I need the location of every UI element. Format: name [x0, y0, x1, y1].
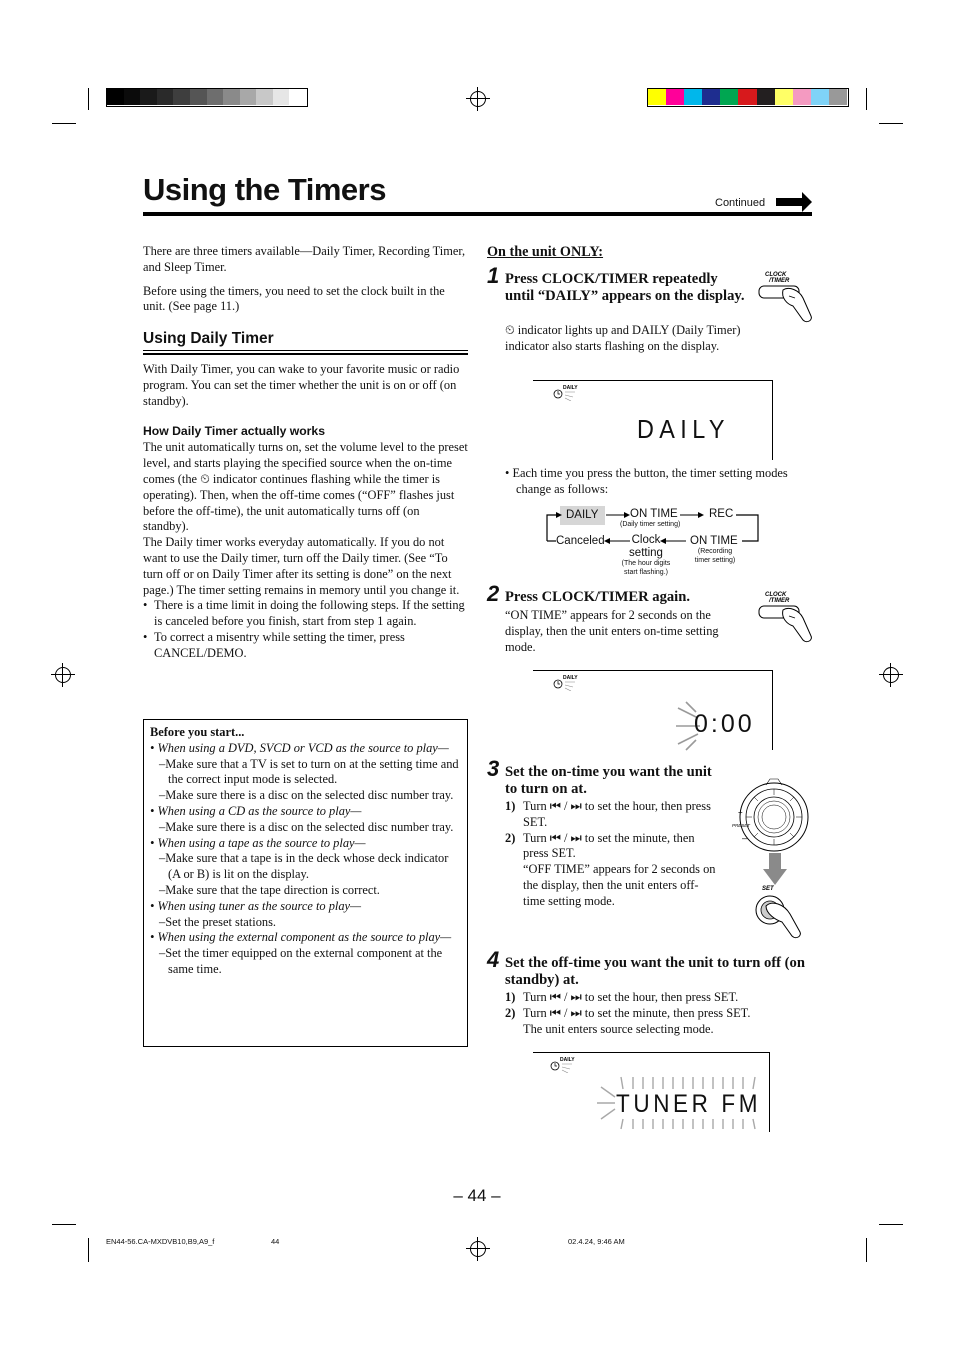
- registration-mark-icon: [55, 667, 71, 683]
- color-swatch: [157, 89, 174, 105]
- crop-mark: [88, 1238, 89, 1262]
- color-swatch: [648, 89, 667, 105]
- requirement-line: –Make sure there is a disc on the selected disc number tray.: [159, 788, 454, 803]
- crop-mark: [88, 88, 89, 110]
- color-swatch: [289, 89, 306, 105]
- color-swatch: [107, 89, 124, 105]
- flow-rec: REC: [709, 508, 734, 520]
- substep-number: 2): [505, 830, 516, 845]
- step-body: ⏲ indicator lights up and DAILY (Daily Timer) indicator also starts flashing on the display.: [505, 323, 741, 353]
- substep-note: The unit enters source selecting mode.: [523, 1021, 714, 1036]
- preset-dial-icon: [732, 775, 814, 857]
- crop-mark: [866, 88, 867, 110]
- crop-mark: [52, 1224, 76, 1225]
- crop-mark: [879, 123, 903, 124]
- color-swatch: [124, 89, 141, 105]
- section-rule: [143, 350, 468, 351]
- step-title: Press CLOCK/TIMER repeatedly until “DAILY” appears on the display.: [505, 271, 745, 304]
- flow-clock-setting: Clock setting: [629, 534, 663, 559]
- page-number: – 44 –: [453, 1186, 501, 1205]
- svg-text:/TIMER: /TIMER: [769, 278, 790, 284]
- color-swatch: [256, 89, 273, 105]
- svg-text:/TIMER: /TIMER: [769, 598, 790, 604]
- color-swatch: [738, 89, 757, 105]
- list-item: [505, 831, 720, 863]
- list-item: [150, 741, 460, 804]
- section-rule: [143, 353, 468, 355]
- svg-text:CLOCK: CLOCK: [765, 592, 787, 598]
- substep-text: Turn ⏮ / ⏭ to set the minute, then press SET.: [523, 830, 695, 861]
- requirement-line: –Set the preset stations.: [159, 914, 277, 929]
- footer-file: EN44-56.CA-MXDVB10,B9,A9_f: [106, 1237, 215, 1246]
- color-swatch: [684, 89, 703, 105]
- list-item: [150, 804, 460, 836]
- flow-clock-sub: (The hour digits start flashing.): [621, 560, 671, 576]
- crop-mark: [879, 1224, 903, 1225]
- step-title: Set the on-time you want the unit to turn on at.: [505, 764, 712, 797]
- condition-text: When using a CD as the source to play—: [157, 803, 362, 818]
- color-swatch: [702, 89, 721, 105]
- registration-mark-icon: [470, 91, 486, 107]
- substep-note: “OFF TIME” appears for 2 seconds on the display, then the unit enters off-time setting mode.: [523, 862, 716, 908]
- svg-text:CLOCK: CLOCK: [765, 272, 787, 278]
- bullet-glyph: •: [150, 740, 158, 755]
- section-heading: Using Daily Timer: [143, 330, 274, 347]
- mode-note: [505, 466, 810, 498]
- color-swatch: [240, 89, 257, 105]
- flow-on-time: ON TIME: [630, 508, 678, 520]
- daily-timer-indicator-icon: [553, 383, 581, 401]
- color-swatch: [223, 89, 240, 105]
- crop-mark: [52, 123, 76, 124]
- color-swatch: [793, 89, 812, 105]
- page-title: Using the Timers: [143, 172, 386, 207]
- list-item: [505, 990, 810, 1006]
- list-item: [505, 799, 720, 831]
- list-item: [150, 899, 460, 931]
- lcd-text: 0:00: [694, 710, 755, 738]
- lcd-text: TUNER FM: [616, 1090, 762, 1118]
- daily-how-paragraph: The unit automatically turns on, set the volume level to the preset level, and starts playing the specified source when the on-time comes (the ⏲ indicator continues flashing while the timer is operating). Then, when the off-time comes (“OFF” flashes just before the off-time), the unit automatically turns off (on standby).: [143, 440, 468, 534]
- box-title: Before you start...: [150, 725, 245, 739]
- flow-on-time-2-sub: (Recording timer setting): [694, 548, 736, 564]
- crop-mark: [866, 1238, 867, 1262]
- daily-intro: With Daily Timer, you can wake to your favorite music or radio program. You can set the timer whether the unit is on or off (on standby).: [143, 362, 460, 408]
- flow-on-time-sub: (Daily timer setting): [620, 521, 681, 528]
- unit-only-heading: On the unit ONLY:: [487, 244, 604, 260]
- list-item: [505, 466, 810, 498]
- list-item: [150, 836, 460, 899]
- bullet-glyph: •: [150, 930, 158, 945]
- color-swatch: [757, 89, 776, 105]
- step-substeps: [505, 799, 720, 910]
- color-swatch: [173, 89, 190, 105]
- color-swatch: [207, 89, 224, 105]
- requirement-line: –Make sure that the tape direction is correct.: [159, 882, 380, 897]
- daily-timer-indicator-icon: [550, 1055, 578, 1073]
- note-text: Each time you press the button, the timer setting modes change as follows:: [512, 466, 788, 496]
- registration-mark-icon: [883, 667, 899, 683]
- color-swatch: [775, 89, 794, 105]
- title-rule: [143, 212, 812, 216]
- daily-timer-indicator-icon: [553, 673, 581, 691]
- daily-timer-section: [143, 362, 468, 662]
- condition-text: When using tuner as the source to play—: [157, 898, 362, 913]
- step-substeps: [505, 990, 810, 1037]
- flow-canceled: Canceled: [556, 535, 605, 547]
- intro-paragraph: There are three timers available—Daily Timer, Recording Timer, and Sleep Timer.: [143, 244, 466, 274]
- step-title: Press CLOCK/TIMER again.: [505, 589, 691, 605]
- svg-text:SET: SET: [762, 886, 774, 892]
- before-you-start-content: [150, 725, 460, 978]
- list-item: • To correct a misentry while setting the timer, press CANCEL/DEMO.: [143, 630, 468, 662]
- substep-number: 1): [505, 799, 516, 813]
- bullet-glyph: •: [150, 803, 158, 818]
- substep-number: 2): [505, 1005, 516, 1020]
- flow-on-time-2: ON TIME: [690, 535, 738, 547]
- step-title: Set the off-time you want the unit to turn off (on standby) at.: [505, 955, 805, 988]
- condition-text: When using a DVD, SVCD or VCD as the source to play—: [157, 740, 449, 755]
- daily-how-paragraph: The Daily timer works everyday automatically. If you do not want to use the Daily timer, turn off the Daily timer. (See “To turn off or on Daily Timer after its setting is done” on the next page.) The timer setting remains in memory until you change it.: [143, 535, 460, 597]
- flow-daily: DAILY: [566, 509, 599, 521]
- color-swatch: [829, 89, 848, 105]
- list-item: [505, 1006, 810, 1022]
- continued-label: Continued: [715, 197, 766, 209]
- svg-text:PRESET: PRESET: [732, 823, 751, 828]
- step-number: 1: [487, 263, 500, 288]
- list-item: • There is a time limit in doing the following steps. If the setting is canceled before you finish, start from step 1 again.: [143, 598, 468, 630]
- step-number: 3: [487, 756, 500, 781]
- requirement-line: –Set the timer equipped on the external component at the same time.: [159, 946, 443, 976]
- requirement-line: –Make sure that a TV is set to turn on at the setting time and the correct input mode is selected.: [159, 756, 459, 787]
- color-swatch: [190, 89, 207, 105]
- color-swatch: [273, 89, 290, 105]
- substep-number: 1): [505, 990, 516, 1004]
- footer-date: 02.4.24, 9:46 AM: [568, 1237, 625, 1246]
- continued-arrow-icon: [776, 192, 812, 212]
- svg-text:–: –: [742, 833, 748, 843]
- step-number: 4: [487, 947, 500, 972]
- down-arrow-icon: [763, 853, 787, 885]
- sub-heading: How Daily Timer actually works: [143, 424, 325, 439]
- substep-text: Turn ⏮ / ⏭ to set the hour, then press SET.: [523, 799, 711, 829]
- svg-text:DAILY: DAILY: [563, 385, 578, 391]
- color-swatch: [666, 89, 685, 105]
- requirement-line: –Make sure that a tape is in the deck whose deck indicator (A or B) is lit on the display.: [159, 851, 449, 882]
- daily-bullets: [143, 598, 468, 661]
- list-item: [150, 930, 460, 977]
- set-button-icon: [752, 884, 812, 942]
- bullet-glyph: •: [150, 835, 158, 850]
- condition-text: When using a tape as the source to play—: [157, 835, 366, 850]
- svg-text:DAILY: DAILY: [563, 675, 578, 681]
- substep-text: Turn ⏮ / ⏭ to set the hour, then press SET.: [523, 990, 739, 1004]
- step-body: “ON TIME” appears for 2 seconds on the display, then the unit enters on-time setting mode.: [505, 608, 719, 654]
- clock-timer-button-icon: [755, 268, 815, 330]
- registration-mark-icon: [470, 1241, 486, 1257]
- color-swatch: [811, 89, 830, 105]
- bullet-glyph: •: [150, 898, 158, 913]
- condition-text: When using the external component as the source to play—: [157, 930, 452, 945]
- svg-text:DAILY: DAILY: [560, 1057, 575, 1063]
- color-swatch: [720, 89, 739, 105]
- clock-timer-button-icon: [755, 588, 815, 650]
- step-number: 2: [487, 581, 500, 606]
- intro-section: [143, 244, 468, 315]
- substep-text: Turn ⏮ / ⏭ to set the minute, then press SET.: [523, 1005, 751, 1020]
- intro-paragraph: Before using the timers, you need to set the clock built in the unit. (See page 11.): [143, 283, 445, 314]
- bullet-glyph: •: [505, 466, 513, 480]
- requirement-line: –Make sure there is a disc on the selected disc number tray.: [159, 819, 454, 834]
- svg-text:+: +: [738, 808, 743, 817]
- lcd-text: DAILY: [637, 414, 730, 444]
- color-swatch: [140, 89, 157, 105]
- footer-page: 44: [271, 1237, 280, 1246]
